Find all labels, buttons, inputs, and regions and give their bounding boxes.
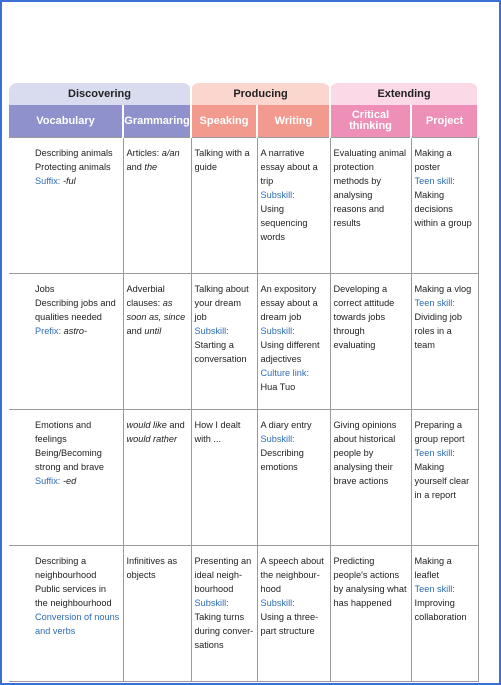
cell-writing xyxy=(257,138,330,274)
group-header-row xyxy=(9,83,478,105)
column-header-row xyxy=(9,105,478,138)
subskill-value: Using different adjectives xyxy=(260,340,320,364)
subskill-label: Subskill: xyxy=(194,326,229,336)
teen-skill-value: Making yourself clear in a report xyxy=(414,462,470,500)
col-speaking: Speaking xyxy=(191,105,257,138)
subskill-value: Taking turns during conver-sations xyxy=(194,612,254,650)
teen-skill-label: Teen skill: xyxy=(414,298,455,308)
vocab-item: Jobs xyxy=(35,284,55,294)
writing-topic: An expository essay about a dream job xyxy=(260,284,318,322)
project-topic: Making a leaflet xyxy=(414,556,452,580)
critical-text: Predicting people's actions by analysing what has happened xyxy=(333,556,407,608)
col-critical-line1: Critical xyxy=(351,109,390,121)
word-formation-value: -ed xyxy=(62,476,77,486)
speaking-topic: Presenting an ideal neigh-bourhood xyxy=(194,556,252,594)
grammar-term: would like xyxy=(126,420,167,430)
cell-speaking xyxy=(191,274,257,410)
table-row xyxy=(9,546,478,682)
grammar-text: and xyxy=(126,162,145,172)
syllabus-table xyxy=(9,83,479,682)
teen-skill-value: Improving collaboration xyxy=(414,598,467,622)
writing-topic: A diary entry xyxy=(260,420,312,430)
teen-skill-value: Dividing job roles in a team xyxy=(414,312,463,350)
subskill-label: Subskill: xyxy=(194,598,229,608)
vocab-item: Public services in the neighbourhood xyxy=(35,584,112,608)
grammar-term: until xyxy=(144,326,162,336)
grammar-term: would rather xyxy=(126,434,178,444)
group-discovering: Discovering xyxy=(9,83,191,105)
grammar-term: a/an xyxy=(161,148,180,158)
group-producing: Producing xyxy=(191,83,330,105)
grammar-text: Articles: xyxy=(126,148,162,158)
word-formation-label: Conversion of nouns and verbs xyxy=(35,612,120,636)
word-formation-value: -ful xyxy=(62,176,76,186)
grammar-text: and xyxy=(166,420,185,430)
grammar-text: Adverbial clauses: xyxy=(126,284,165,308)
vocab-item: Describing animals xyxy=(35,148,113,158)
cell-grammaring xyxy=(123,274,191,410)
cell-speaking xyxy=(191,410,257,546)
cell-vocabulary xyxy=(9,274,123,410)
group-extending: Extending xyxy=(330,83,478,105)
col-critical-thinking xyxy=(330,105,411,138)
cell-critical-thinking xyxy=(330,546,411,682)
col-grammaring: Grammaring xyxy=(123,105,191,138)
cell-speaking xyxy=(191,138,257,274)
critical-text: Developing a correct attitude towards jobs through evaluating xyxy=(333,284,395,350)
subskill-label: Subskill: xyxy=(260,190,295,200)
cell-vocabulary xyxy=(9,410,123,546)
subskill-value: Using a three-part structure xyxy=(260,612,319,636)
vocab-item: Emotions and feelings xyxy=(35,420,92,444)
table-row xyxy=(9,274,478,410)
word-formation-value: astro- xyxy=(63,326,88,336)
cell-project xyxy=(411,138,478,274)
project-topic: Preparing a group report xyxy=(414,420,465,444)
cell-speaking xyxy=(191,546,257,682)
vocab-item: Protecting animals xyxy=(35,162,111,172)
word-formation-label: Suffix: xyxy=(35,476,61,486)
cell-vocabulary xyxy=(9,138,123,274)
critical-text: Giving opinions about historical people by analysing their brave actions xyxy=(333,420,397,486)
word-formation-label: Suffix: xyxy=(35,176,61,186)
teen-skill-value: Making decisions within a group xyxy=(414,190,472,228)
cell-project xyxy=(411,410,478,546)
table-row xyxy=(9,138,478,274)
speaking-topic: Talking with a guide xyxy=(194,148,250,172)
speaking-topic: How I dealt with ... xyxy=(194,420,241,444)
cell-grammaring xyxy=(123,138,191,274)
col-critical-line2: thinking xyxy=(349,120,392,132)
cell-writing xyxy=(257,546,330,682)
teen-skill-label: Teen skill: xyxy=(414,448,455,458)
writing-topic: A speech about the neighbour-hood xyxy=(260,556,324,594)
cell-critical-thinking xyxy=(330,410,411,546)
speaking-topic: Talking about your dream job xyxy=(194,284,249,322)
cell-writing xyxy=(257,410,330,546)
grammar-term: as soon as, since xyxy=(126,298,186,322)
critical-text: Evaluating animal protection methods by analysing reasons and results xyxy=(333,148,407,228)
project-topic: Making a poster xyxy=(414,148,452,172)
col-project: Project xyxy=(411,105,478,138)
vocab-item: Being/Becoming strong and brave xyxy=(35,448,104,472)
subskill-label: Subskill: xyxy=(260,598,295,608)
cell-critical-thinking xyxy=(330,274,411,410)
cell-vocabulary xyxy=(9,546,123,682)
col-writing: Writing xyxy=(257,105,330,138)
vocab-item: Describing jobs and qualities needed xyxy=(35,298,116,322)
cell-grammaring xyxy=(123,546,191,682)
cell-project xyxy=(411,274,478,410)
culture-link-value: Hua Tuo xyxy=(260,382,296,392)
writing-topic: A narrative essay about a trip xyxy=(260,148,318,186)
culture-link-label: Culture link: xyxy=(260,368,310,378)
vocab-item: Describing a neighbourhood xyxy=(35,556,97,580)
col-vocabulary: Vocabulary xyxy=(9,105,123,138)
cell-writing xyxy=(257,274,330,410)
teen-skill-label: Teen skill: xyxy=(414,584,455,594)
grammar-text: Infinitives as objects xyxy=(126,556,178,580)
cell-critical-thinking xyxy=(330,138,411,274)
cell-grammaring xyxy=(123,410,191,546)
subskill-value: Using sequencing words xyxy=(260,204,308,242)
teen-skill-label: Teen skill: xyxy=(414,176,455,186)
grammar-term: the xyxy=(144,162,158,172)
table-row xyxy=(9,410,478,546)
grammar-text: and xyxy=(126,326,145,336)
subskill-value: Describing emotions xyxy=(260,448,304,472)
cell-project xyxy=(411,546,478,682)
subskill-value: Starting a conversation xyxy=(194,340,247,364)
project-topic: Making a vlog xyxy=(414,284,472,294)
subskill-label: Subskill: xyxy=(260,326,295,336)
word-formation-label: Prefix: xyxy=(35,326,62,336)
subskill-label: Subskill: xyxy=(260,434,295,444)
